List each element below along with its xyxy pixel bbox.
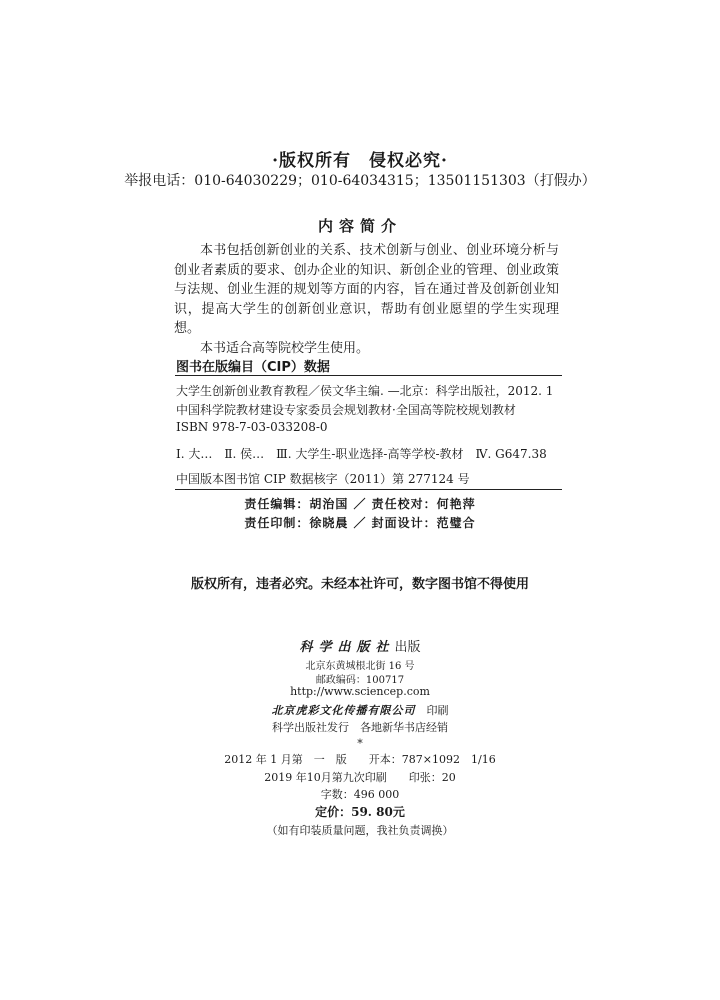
publisher-name-suffix: 出版 <box>394 640 421 655</box>
publisher-postcode: 邮政编码：100717 <box>315 675 405 686</box>
cip-title: 图书在版编目（CIP）数据 <box>176 360 330 375</box>
cip-line: 大学生创新创业教育教程／侯文华主编. —北京：科学出版社，2012. 1 <box>176 384 554 398</box>
price: 定价：59. 80元 <box>315 805 405 819</box>
intro-paragraph: 本书适合高等院校学生使用。 <box>200 340 370 356</box>
intro-paragraph: 本书包括创新创业的关系、技术创新与创业、创业环境分析与创业者素质的要求、创办企业的知识、新创企业的管理、创业政策与法规、创业生涯的规划等方面的内容，旨在通过普及创新创业知识，提高大学生的创新创业意识，帮助有创业愿望的学生实现理想。 <box>174 243 559 336</box>
copyright-heading: ·版权所有 侵权必究· <box>272 151 448 171</box>
word-count: 字数：496 000 <box>320 788 400 801</box>
usage-notice: 版权所有，违者必究。未经本社许可，数字图书馆不得使用 <box>190 577 529 592</box>
quality-note: （如有印装质量问题，我社负责调换） <box>266 824 454 837</box>
printer-name: 北京虎彩文化传播有限公司 <box>271 704 416 717</box>
separator-star: * <box>357 737 363 750</box>
cip-classification: Ⅰ. 大… Ⅱ. 侯… Ⅲ. 大学生-职业选择-高等学校-教材 Ⅳ. G647.38 <box>176 447 547 461</box>
edition-line: 2012 年 1 月第 一 版 开本：787×1092 1/16 <box>224 753 496 766</box>
distribution-line: 科学出版社发行 各地新华书店经销 <box>272 721 448 734</box>
printing-line: 2019 年10月第九次印刷 印张：20 <box>264 771 456 784</box>
cip-top-rule <box>175 375 562 376</box>
printer-line <box>0 702 720 718</box>
publisher-address: 北京东黄城根北街 16 号 <box>305 661 415 672</box>
printer-suffix: 印刷 <box>426 704 449 717</box>
publisher-url: http://www.sciencep.com <box>290 685 430 698</box>
editor-credits: 责任编辑：胡治国 ／ 责任校对：何艳萍 <box>244 497 476 511</box>
report-hotline: 举报电话：010-64030229；010-64034315；13501151303（打假办） <box>124 173 596 189</box>
cip-bottom-rule <box>175 489 562 490</box>
cip-isbn: ISBN 978-7-03-033208-0 <box>176 420 328 434</box>
publisher-line <box>0 636 720 655</box>
publisher-name: 科学出版社 <box>299 640 395 655</box>
production-credits: 责任印制：徐晓晨 ／ 封面设计：范璧合 <box>244 516 476 530</box>
cip-line: 中国科学院教材建设专家委员会规划教材·全国高等院校规划教材 <box>176 403 516 417</box>
cip-record-number: 中国版本图书馆 CIP 数据核字（2011）第 277124 号 <box>176 472 470 486</box>
intro-body <box>174 241 559 358</box>
intro-title: 内容简介 <box>317 217 402 235</box>
